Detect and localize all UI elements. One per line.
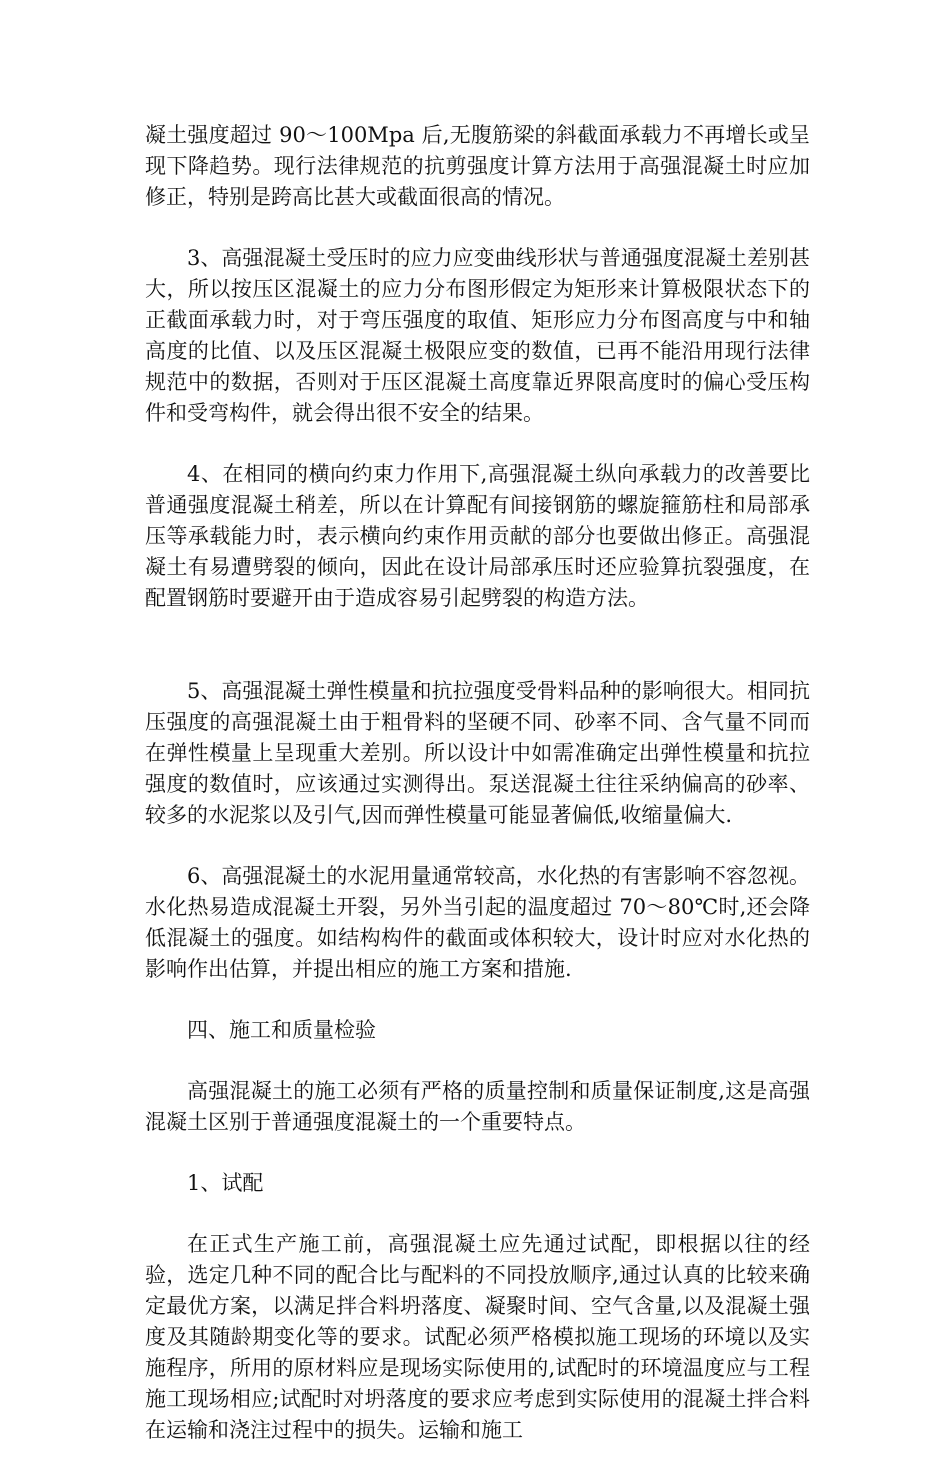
paragraph-item-4: 4、在相同的横向约束力作用下,高强混凝土纵向承载力的改善要比普通强度混凝土稍差，所以在计算配有间接钢筋的螺旋箍筋柱和局部承压等承载能力时，表示横向约束作用贡献的部分也要做出修正。高强混凝土有易遭劈裂的倾向，因此在设计局部承压时还应验算抗裂强度，在配置钢筋时要避开由于造成容易引起劈裂的构造方法。 [145,462,810,610]
paragraph-item-6: 6、高强混凝土的水泥用量通常较高，水化热的有害影响不容忽视。水化热易造成混凝土开裂，另外当引起的温度超过 70～80℃时,还会降低混凝土的强度。如结构构件的截面或体积较大，设计时应对水化热的影响作出估算，并提出相应的施工方案和措施. [145,864,810,981]
section-heading-construction: 四、施工和质量检验 [187,1018,376,1042]
paragraph-item-5: 5、高强混凝土弹性模量和抗拉强度受骨料品种的影响很大。相同抗压强度的高强混凝土由于粗骨料的坚硬不同、砂率不同、含气量不同而在弹性模量上呈现重大差别。所以设计中如需准确定出弹性模量和抗拉强度的数值时，应该通过实测得出。泵送混凝土往往采纳偏高的砂率、较多的水泥浆以及引气,因而弹性模量可能显著偏低,收缩量偏大. [145,679,810,827]
paragraph-quality-control: 高强混凝土的施工必须有严格的质量控制和质量保证制度,这是高强混凝土区别于普通强度混凝土的一个重要特点。 [145,1079,810,1134]
paragraph-shear-strength: 凝土强度超过 90～100Mpa 后,无腹筋梁的斜截面承载力不再增长或呈现下降趋势。现行法律规范的抗剪强度计算方法用于高强混凝土时应加修正，特别是跨高比甚大或截面很高的情况。 [145,123,810,209]
paragraph-trial-mix: 在正式生产施工前，高强混凝土应先通过试配，即根据以往的经验，选定几种不同的配合比与配料的不同投放顺序,通过认真的比较来确定最优方案，以满足拌合料坍落度、凝聚时间、空气含量,以及混凝土强度及其随龄期变化等的要求。试配必须严格模拟施工现场的环境以及实施程序，所用的原材料应是现场实际使用的,试配时的环境温度应与工程施工现场相应;试配时对坍落度的要求应考虑到实际使用的混凝土拌合料在运输和浇注过程中的损失。运输和施工 [145,1232,810,1442]
document-page [145,120,810,1476]
subheading-trial-mix: 1、试配 [187,1171,264,1195]
paragraph-item-3: 3、高强混凝土受压时的应力应变曲线形状与普通强度混凝土差别甚大，所以按压区混凝土的应力分布图形假定为矩形来计算极限状态下的正截面承载力时，对于弯压强度的取值、矩形应力分布图高度与中和轴高度的比值、以及压区混凝土极限应变的数值，已再不能沿用现行法律规范中的数据，否则对于压区混凝土高度靠近界限高度时的偏心受压构件和受弯构件，就会得出很不安全的结果。 [145,246,810,425]
